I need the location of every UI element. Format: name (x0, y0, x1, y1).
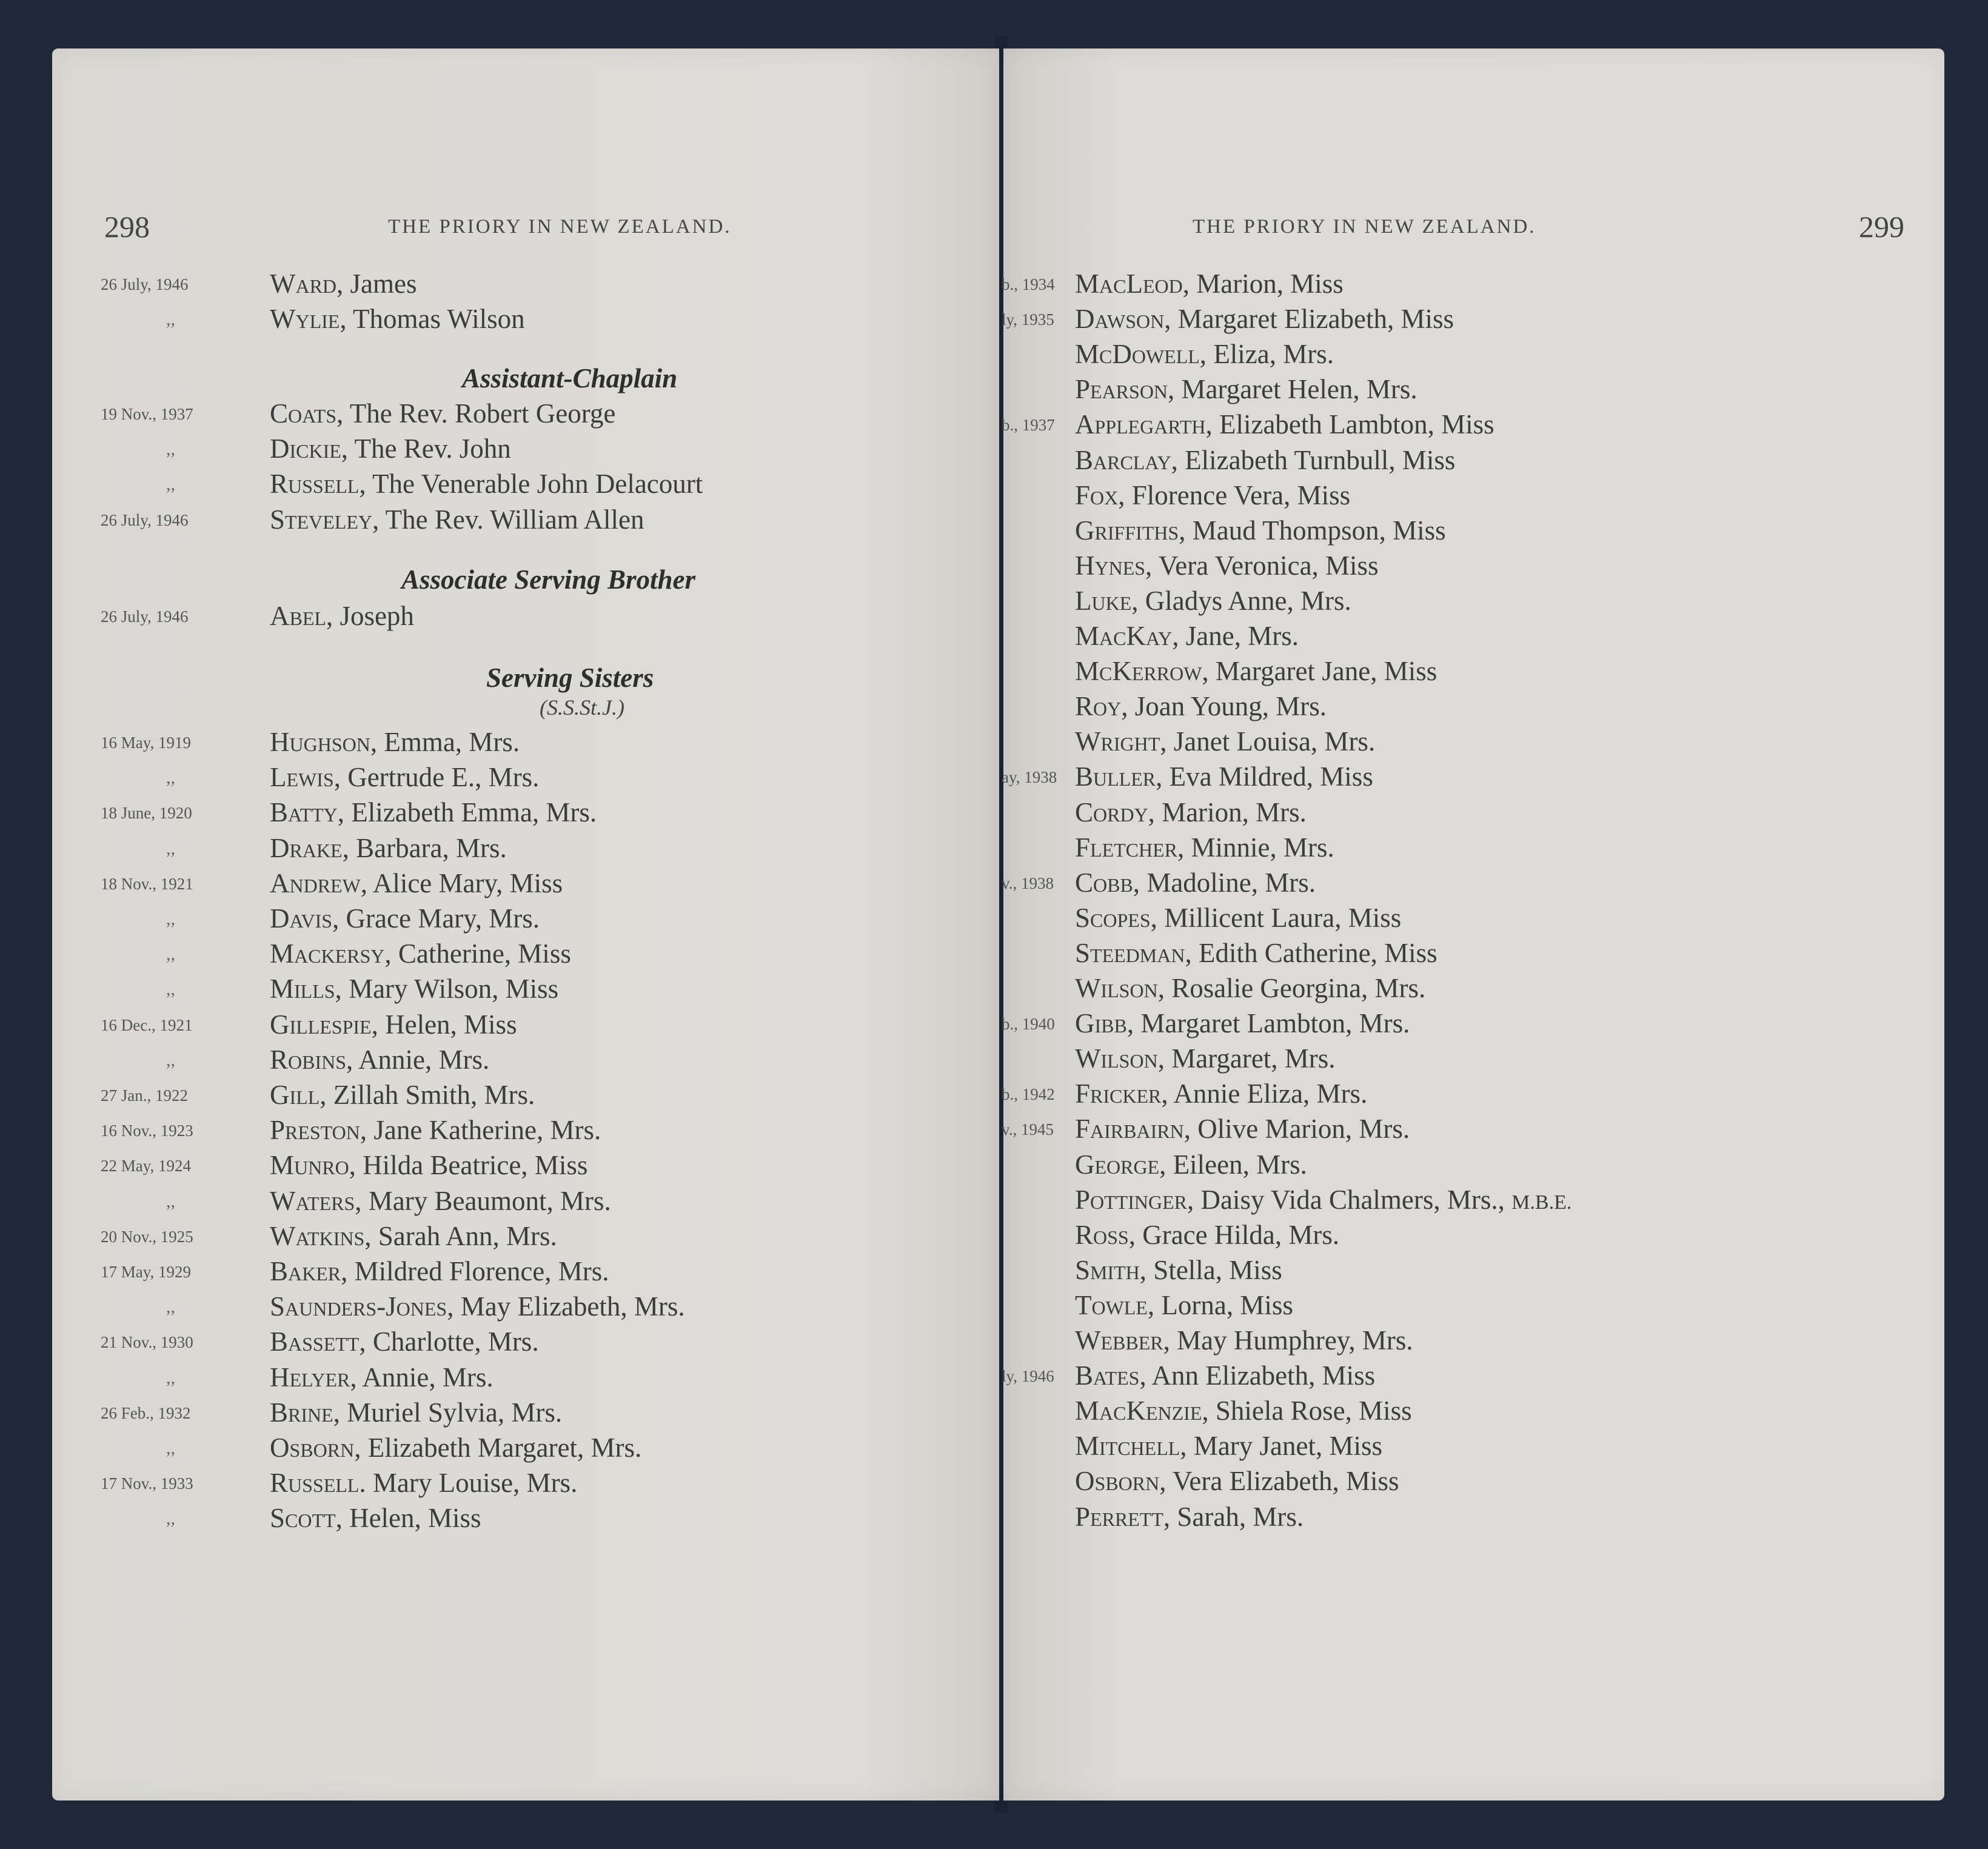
entry-row (0, 620, 1988, 655)
entry-surname: Barclay, (1075, 444, 1178, 475)
entry-given-names: Florence Vera, Miss (1125, 480, 1351, 510)
entry-row (0, 1465, 1988, 1500)
entry-surname: Fox, (1075, 480, 1125, 510)
entry-given-names: Maud Thompson, Miss (1185, 515, 1446, 546)
entry-given-names: Minnie, Mrs. (1184, 832, 1334, 863)
entry-row (0, 1501, 1988, 1536)
entry-surname: Griffiths, (1075, 515, 1186, 546)
entry-date: ly, 1946 (1002, 1367, 1054, 1386)
ditto-mark: ,, (166, 1049, 175, 1070)
entry-given-names: Eileen, Mrs. (1166, 1149, 1307, 1180)
entry-name (1075, 937, 1437, 969)
ditto-mark: ,, (166, 439, 175, 460)
entry-name (1075, 1430, 1382, 1462)
entry-name (1075, 1254, 1282, 1286)
left-running-head: THE PRIORY IN NEW ZEALAND. (388, 216, 732, 238)
entry-name (1075, 409, 1494, 440)
entry-row (0, 1113, 1988, 1148)
entry-given-names: Grace Mary, Mrs. (339, 903, 540, 934)
entry-surname: Batty, (270, 797, 345, 828)
entry-surname: Drake, (270, 832, 349, 863)
entry-name (1075, 726, 1375, 757)
entry-given-names: Mary Janet, Miss (1186, 1431, 1383, 1462)
entry-given-names: Eva Mildred, Miss (1162, 761, 1373, 792)
entry-given-names: Daisy Vida Chalmers, Mrs., (1194, 1184, 1512, 1215)
entry-surname: Wilson, (1075, 973, 1165, 1003)
entry-given-names: Hilda Beatrice, Miss (355, 1150, 588, 1181)
entry-surname: Fairbairn, (1075, 1114, 1191, 1145)
entry-name (1075, 550, 1379, 581)
entry-surname: Dawson, (1075, 304, 1171, 335)
entry-row (0, 268, 1988, 303)
entry-date: 17 May, 1929 (101, 1263, 191, 1281)
ditto-mark: ,, (166, 979, 175, 1000)
entry-row (0, 1008, 1988, 1043)
entry-given-names: Elizabeth Margaret, Mrs. (361, 1433, 642, 1463)
entry-given-names: Shiela Rose, Miss (1208, 1396, 1412, 1426)
entry-name (1075, 373, 1417, 405)
ditto-mark: ,, (166, 474, 175, 495)
entry-given-names: Charlotte, Mrs. (366, 1326, 539, 1357)
entry-surname: Perrett, (1075, 1501, 1171, 1532)
entry-name (1075, 655, 1437, 687)
ditto-mark: ,, (166, 1508, 175, 1529)
entry-given-names: Gladys Anne, Mrs. (1138, 585, 1351, 616)
entry-given-names: Margaret Lambton, Mrs. (1134, 1008, 1410, 1039)
entry-given-names: Catherine, Miss (391, 938, 571, 969)
entry-date: 19 Nov., 1937 (101, 405, 193, 423)
entry-date: 22 May, 1924 (101, 1157, 191, 1175)
entry-given-names: The Rev. Robert George (343, 398, 616, 429)
entry-given-names: Edith Catherine, Miss (1191, 937, 1437, 968)
entry-name (1075, 303, 1454, 335)
entry-given-names: Annie, Mrs. (353, 1044, 490, 1075)
entry-name (1075, 1360, 1375, 1391)
entry-surname: George, (1075, 1149, 1166, 1180)
entry-given-names: Stella, Miss (1146, 1254, 1282, 1285)
entry-date: 26 Feb., 1932 (101, 1403, 191, 1422)
entry-surname: Hynes, (1075, 550, 1153, 581)
entry-surname: Wylie, (270, 304, 347, 335)
entry-name (1075, 444, 1455, 476)
entry-name (1075, 761, 1373, 792)
entry-name (1075, 867, 1316, 898)
entry-surname: Russell. (270, 1468, 366, 1499)
entry-name (1075, 1043, 1336, 1074)
entry-name (1075, 585, 1351, 617)
entry-row (0, 902, 1988, 937)
entry-row (0, 726, 1988, 761)
entry-surname: Bassett, (270, 1326, 366, 1357)
entry-given-names: Elizabeth Emma, Mrs. (344, 797, 597, 828)
entry-name (1075, 832, 1334, 863)
entry-name (1075, 1113, 1410, 1145)
entry-surname: Hughson, (270, 727, 378, 757)
entry-given-names: Grace Hilda, Mrs. (1135, 1219, 1340, 1250)
entry-given-names: Madoline, Mrs. (1140, 867, 1316, 898)
entry-surname: Ross, (1075, 1219, 1136, 1250)
entry-given-names: Lorna, Miss (1154, 1289, 1293, 1320)
entry-surname: Bates, (1075, 1360, 1146, 1391)
entry-row (0, 867, 1988, 902)
entry-given-names: The Rev. John (348, 433, 511, 464)
entry-surname: Lewis, (270, 762, 341, 793)
entry-surname: Cordy, (1075, 797, 1155, 828)
entry-surname: Waters, (270, 1185, 362, 1216)
entry-given-names: Annie Eliza, Mrs. (1168, 1078, 1368, 1109)
entry-surname: Gill, (270, 1080, 327, 1110)
entry-name (1075, 1325, 1413, 1356)
entry-name (1075, 1008, 1410, 1039)
entry-surname: Ward, (270, 269, 344, 299)
entry-surname: Helyer, (270, 1362, 357, 1393)
right-page-number: 299 (1859, 210, 1904, 244)
entry-name (1075, 1219, 1339, 1251)
entry-given-names: Eliza, Mrs. (1207, 339, 1334, 370)
entry-given-names: Millicent Laura, Miss (1157, 902, 1402, 933)
entry-row (0, 1043, 1988, 1078)
left-page-number: 298 (104, 210, 150, 244)
entry-row (0, 761, 1988, 796)
entry-row (0, 1149, 1988, 1184)
entry-row (0, 1325, 1988, 1360)
entry-given-names: Barbara, Mrs. (349, 832, 507, 863)
entry-row (0, 373, 1988, 409)
entry-date: 26 July, 1946 (101, 275, 189, 293)
entry-surname: McKerrow, (1075, 656, 1209, 687)
ditto-mark: ,, (166, 1191, 175, 1211)
entry-surname: Pearson, (1075, 374, 1175, 405)
entry-row (0, 1184, 1988, 1219)
entry-date: 16 May, 1919 (101, 734, 191, 752)
entry-surname: Dickie, (270, 433, 349, 464)
entry-given-names: Margaret Jane, Miss (1208, 656, 1437, 687)
entry-name (1075, 797, 1307, 828)
entry-surname: Cobb, (1075, 867, 1140, 898)
entry-name (1075, 1149, 1307, 1180)
entry-surname: Osborn, (270, 1433, 361, 1463)
entry-given-names: Joan Young, Mrs. (1128, 691, 1327, 722)
ditto-mark: ,, (166, 767, 175, 788)
entry-given-names: Emma, Mrs. (377, 727, 520, 757)
entry-date: v., 1945 (1002, 1120, 1054, 1139)
entry-surname: Watkins, (270, 1220, 372, 1251)
entry-given-names: Olive Marion, Mrs. (1190, 1114, 1410, 1145)
ditto-mark: ,, (166, 838, 175, 858)
entry-date: 26 July, 1946 (101, 607, 189, 626)
entry-surname: Baker, (270, 1256, 348, 1286)
entry-given-names: Zillah Smith, Mrs. (326, 1080, 535, 1110)
entry-given-names: Elizabeth Lambton, Miss (1212, 409, 1494, 440)
entry-date: 18 June, 1920 (101, 804, 192, 823)
entry-honour: M.B.E. (1511, 1191, 1572, 1214)
entry-surname: Fricker, (1075, 1078, 1168, 1109)
entry-row (0, 585, 1988, 620)
entry-row (0, 1219, 1988, 1254)
entry-date: b., 1940 (1002, 1015, 1055, 1034)
entry-row (0, 655, 1988, 690)
ditto-mark: ,, (166, 309, 175, 330)
right-running-head: THE PRIORY IN NEW ZEALAND. (1193, 216, 1536, 238)
entry-given-names: Jane, Mrs. (1179, 621, 1299, 651)
entry-surname: Smith, (1075, 1254, 1147, 1285)
entry-given-names: Gertrude E., Mrs. (340, 762, 540, 793)
entry-surname: Luke, (1075, 585, 1139, 616)
entry-date: ly, 1935 (1002, 310, 1054, 329)
entry-row (0, 1360, 1988, 1395)
ditto-mark: ,, (166, 1367, 175, 1388)
entry-date: 17 Nov., 1933 (101, 1474, 193, 1493)
entry-date: 26 July, 1946 (101, 510, 189, 529)
entry-given-names: Helen, Miss (342, 1503, 481, 1534)
entry-date: 21 Nov., 1930 (101, 1333, 193, 1352)
ditto-mark: ,, (166, 1438, 175, 1458)
entry-surname: Fletcher, (1075, 832, 1185, 863)
entry-surname: Russell, (270, 469, 366, 500)
entry-row (0, 515, 1988, 550)
entry-surname: Davis, (270, 903, 340, 934)
entry-surname: Roy, (1075, 691, 1128, 722)
entry-surname: Andrew, (270, 868, 368, 898)
entry-row (0, 338, 1988, 373)
entry-date: b., 1942 (1002, 1085, 1055, 1104)
entry-date: ay, 1938 (1002, 768, 1057, 787)
entry-given-names: The Rev. William Allen (379, 504, 644, 535)
entry-surname: Buller, (1075, 761, 1163, 792)
entry-surname: Wright, (1075, 726, 1167, 757)
entry-surname: Towle, (1075, 1289, 1155, 1320)
entry-given-names: Annie, Mrs. (356, 1362, 494, 1393)
entry-date: 27 Jan., 1922 (101, 1086, 188, 1105)
entry-surname: Gillespie, (270, 1009, 378, 1040)
heading-serving-sisters: Serving Sisters (486, 663, 654, 693)
entry-given-names: Vera Elizabeth, Miss (1166, 1466, 1399, 1497)
entry-row (0, 1430, 1988, 1465)
entry-row (0, 832, 1988, 867)
entry-given-names: Margaret, Mrs. (1164, 1043, 1336, 1074)
entry-date: 16 Dec., 1921 (101, 1015, 193, 1034)
entry-surname: Steveley, (270, 504, 380, 535)
entry-surname: Steedman, (1075, 937, 1192, 968)
entry-given-names: Alice Mary, Miss (367, 868, 563, 898)
entry-name (1075, 1395, 1412, 1426)
entry-given-names: Sarah Ann, Mrs. (371, 1220, 557, 1251)
entry-surname: Applegarth, (1075, 409, 1213, 440)
entry-row (0, 690, 1988, 726)
entry-surname: Osborn, (1075, 1466, 1166, 1497)
entry-date: 16 Nov., 1923 (101, 1122, 193, 1140)
entry-row (0, 937, 1988, 972)
entry-surname: Webber, (1075, 1325, 1170, 1356)
entry-surname: MacKenzie, (1075, 1396, 1209, 1426)
entry-name (1075, 1078, 1367, 1109)
entry-given-names: Janet Louisa, Mrs. (1166, 726, 1376, 757)
entry-name (1075, 268, 1344, 299)
entry-given-names: Joseph (333, 601, 414, 631)
entry-given-names: Margaret Elizabeth, Miss (1171, 304, 1454, 335)
entry-row (0, 1254, 1988, 1289)
entry-given-names: Jane Katherine, Mrs. (367, 1115, 601, 1146)
entry-given-names: The Venerable John Delacourt (366, 469, 703, 500)
entry-row (0, 797, 1988, 832)
entry-given-names: Mary Wilson, Miss (341, 974, 559, 1005)
ditto-mark: ,, (166, 944, 175, 965)
entry-given-names: Muriel Sylvia, Mrs. (340, 1397, 563, 1428)
entry-given-names: Elizabeth Turnbull, Miss (1177, 444, 1456, 475)
entry-surname: MacLeod, (1075, 269, 1190, 299)
entry-name (1075, 972, 1425, 1004)
entry-surname: Brine, (270, 1397, 340, 1428)
entry-given-names: Mary Louise, Mrs. (366, 1468, 578, 1499)
heading-assistant-chaplain: Assistant-Chaplain (462, 363, 678, 393)
entry-date: b., 1937 (1002, 416, 1055, 435)
entry-name (1075, 515, 1446, 546)
entry-given-names: Thomas Wilson (346, 304, 525, 335)
entry-row (0, 1078, 1988, 1113)
entry-name (1075, 1184, 1571, 1215)
entry-given-names: Vera Veronica, Miss (1152, 550, 1379, 581)
entry-given-names: Ann Elizabeth, Miss (1146, 1360, 1376, 1391)
entry-surname: Mitchell, (1075, 1431, 1187, 1462)
entry-given-names: James (343, 269, 417, 299)
entry-surname: Scopes, (1075, 902, 1157, 933)
entry-surname: Robins, (270, 1044, 353, 1075)
entry-surname: Coats, (270, 398, 344, 429)
entry-given-names: May Humphrey, Mrs. (1170, 1325, 1413, 1356)
entry-date: 18 Nov., 1921 (101, 874, 193, 893)
entry-row (0, 972, 1988, 1008)
entry-surname: Mills, (270, 974, 342, 1005)
entry-name (1075, 1289, 1293, 1321)
entry-row (0, 444, 1988, 480)
entry-given-names: Margaret Helen, Mrs. (1174, 374, 1417, 405)
entry-name (1075, 902, 1401, 934)
entry-row (0, 303, 1988, 338)
entry-surname: Scott, (270, 1503, 343, 1534)
entry-given-names: Mildred Florence, Mrs. (347, 1256, 609, 1286)
entry-given-names: Marion, Miss (1189, 269, 1344, 299)
entry-given-names: Helen, Miss (378, 1009, 517, 1040)
entry-row (0, 480, 1988, 515)
entry-row (0, 550, 1988, 585)
ditto-mark: ,, (166, 1297, 175, 1317)
entry-name (1075, 1501, 1304, 1533)
entry-surname: Gibb, (1075, 1008, 1134, 1039)
entry-surname: Munro, (270, 1150, 356, 1181)
entry-name (1075, 620, 1299, 652)
entry-name (1075, 1465, 1399, 1497)
ditto-mark: ,, (166, 909, 175, 929)
entry-date: 20 Nov., 1925 (101, 1227, 193, 1246)
entry-date: b., 1934 (1002, 275, 1055, 293)
entry-row (0, 1395, 1988, 1430)
entry-surname: Wilson, (1075, 1043, 1165, 1074)
entry-surname: Abel, (270, 601, 333, 631)
entry-date: v., 1938 (1002, 874, 1054, 892)
heading-associate-serving-brother: Associate Serving Brother (401, 564, 696, 595)
entry-given-names: Sarah, Mrs. (1170, 1501, 1304, 1532)
entry-surname: Saunders-Jones, (270, 1291, 454, 1322)
entry-given-names: Rosalie Georgina, Mrs. (1164, 973, 1426, 1003)
entry-row (0, 1289, 1988, 1325)
entry-surname: MacKay, (1075, 621, 1179, 651)
entry-name (1075, 480, 1350, 511)
entry-given-names: Marion, Mrs. (1154, 797, 1307, 828)
entry-row (0, 409, 1988, 444)
entry-surname: Pottinger, (1075, 1184, 1194, 1215)
subheading-serving-sisters: (S.S.St.J.) (540, 695, 624, 720)
entry-name (1075, 338, 1334, 370)
entry-surname: Preston, (270, 1115, 367, 1146)
entry-name (1075, 690, 1327, 722)
entry-surname: Mackersy, (270, 938, 392, 969)
entry-surname: McDowell, (1075, 339, 1207, 370)
entry-given-names: May Elizabeth, Mrs. (453, 1291, 685, 1322)
entry-given-names: Mary Beaumont, Mrs. (361, 1185, 611, 1216)
